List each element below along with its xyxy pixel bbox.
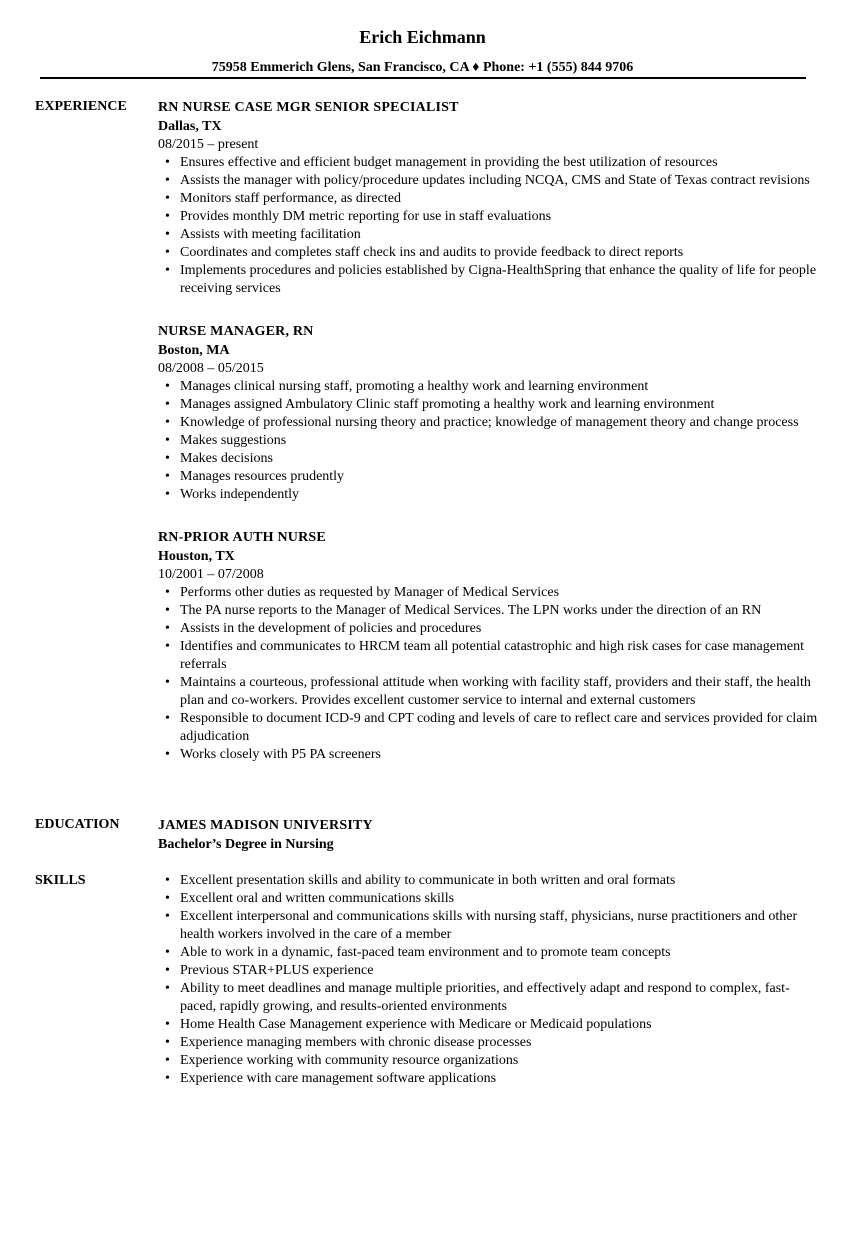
education-body (158, 816, 818, 854)
bullet-item: • Identifies and communicates to HRCM team all potential catastrophic and high risk cases for case management referrals (180, 638, 818, 674)
degree-name: Bachelor’s Degree in Nursing (158, 837, 334, 852)
skill-item: • Experience with care management software applications (180, 1070, 818, 1088)
bullet-item: • Makes decisions (180, 450, 818, 468)
bullet-item: • Monitors staff performance, as directed (180, 190, 818, 208)
bullet-item: • Provides monthly DM metric reporting for use in staff evaluations (180, 208, 818, 226)
skills-heading: SKILLS (35, 873, 86, 888)
contact-line: 75958 Emmerich Glens, San Francisco, CA ♦ Phone: +1 (555) 844 9706 (211, 60, 634, 75)
bullet-item: • Ensures effective and efficient budget management in providing the best utilization of resources (180, 154, 818, 172)
skill-item: • Experience working with community resource organizations (180, 1052, 818, 1070)
skill-item: • Excellent interpersonal and communications skills with nursing staff, physicians, nurse practitioners and other health workers involved in the care of a member (180, 908, 818, 944)
bullet-item: • Works independently (180, 486, 818, 504)
job-bullets (158, 584, 818, 764)
bullet-item: • Makes suggestions (180, 432, 818, 450)
bullet-item: • Responsible to document ICD-9 and CPT coding and levels of care to reflect care and services provided for claim adjudication (180, 710, 818, 746)
job-dates: 08/2008 – 05/2015 (158, 361, 264, 376)
job-dates: 10/2001 – 07/2008 (158, 567, 264, 582)
bullet-item: • Works closely with P5 PA screeners (180, 746, 818, 764)
bullet-item: • The PA nurse reports to the Manager of Medical Services. The LPN works under the direction of an RN (180, 602, 818, 620)
bullet-item: • Manages assigned Ambulatory Clinic staff promoting a healthy work and learning environment (180, 396, 818, 414)
job-bullets (158, 154, 818, 298)
job-title: RN NURSE CASE MGR SENIOR SPECIALIST (158, 100, 459, 115)
education-heading: EDUCATION (35, 817, 120, 832)
school-name: JAMES MADISON UNIVERSITY (158, 818, 373, 833)
experience-body (158, 98, 818, 764)
skill-item: • Home Health Case Management experience with Medicare or Medicaid populations (180, 1016, 818, 1034)
job-entry (158, 528, 818, 764)
job-title: NURSE MANAGER, RN (158, 324, 314, 339)
bullet-item: • Assists with meeting facilitation (180, 226, 818, 244)
resume-name: Erich Eichmann (359, 27, 486, 47)
job-location: Dallas, TX (158, 119, 222, 134)
bullet-item: • Coordinates and completes staff check ins and audits to provide feedback to direct reports (180, 244, 818, 262)
job-location: Boston, MA (158, 343, 230, 358)
bullet-item: • Performs other duties as requested by Manager of Medical Services (180, 584, 818, 602)
bullet-item: • Assists in the development of policies and procedures (180, 620, 818, 638)
skill-item: • Excellent presentation skills and ability to communicate in both written and oral formats (180, 872, 818, 890)
bullet-item: • Knowledge of professional nursing theory and practice; knowledge of management theory and change process (180, 414, 818, 432)
skill-item: • Experience managing members with chronic disease processes (180, 1034, 818, 1052)
job-dates: 08/2015 – present (158, 137, 259, 152)
header-divider (40, 77, 806, 79)
bullet-item: • Manages clinical nursing staff, promoting a healthy work and learning environment (180, 378, 818, 396)
skill-item: • Excellent oral and written communications skills (180, 890, 818, 908)
bullet-item: • Manages resources prudently (180, 468, 818, 486)
skills-list (158, 872, 818, 1088)
skill-item: • Able to work in a dynamic, fast-paced team environment and to promote team concepts (180, 944, 818, 962)
skills-body (158, 872, 818, 1088)
bullet-item: • Assists the manager with policy/procedure updates including NCQA, CMS and State of Texas contract revisions (180, 172, 818, 190)
experience-heading: EXPERIENCE (35, 99, 127, 114)
bullet-item: • Implements procedures and policies established by Cigna-HealthSpring that enhance the quality of life for people receiving services (180, 262, 818, 298)
job-entry (158, 322, 818, 504)
job-entry (158, 98, 818, 298)
job-title: RN-PRIOR AUTH NURSE (158, 530, 326, 545)
job-location: Houston, TX (158, 549, 235, 564)
bullet-item: • Maintains a courteous, professional attitude when working with facility staff, providers and their staff, the health plan and co-workers. Provides excellent customer service to internal and external customers (180, 674, 818, 710)
skill-item: • Ability to meet deadlines and manage multiple priorities, and effectively adapt and respond to complex, fast-paced, rapidly growing, and results-oriented environments (180, 980, 818, 1016)
skill-item: • Previous STAR+PLUS experience (180, 962, 818, 980)
job-bullets (158, 378, 818, 504)
